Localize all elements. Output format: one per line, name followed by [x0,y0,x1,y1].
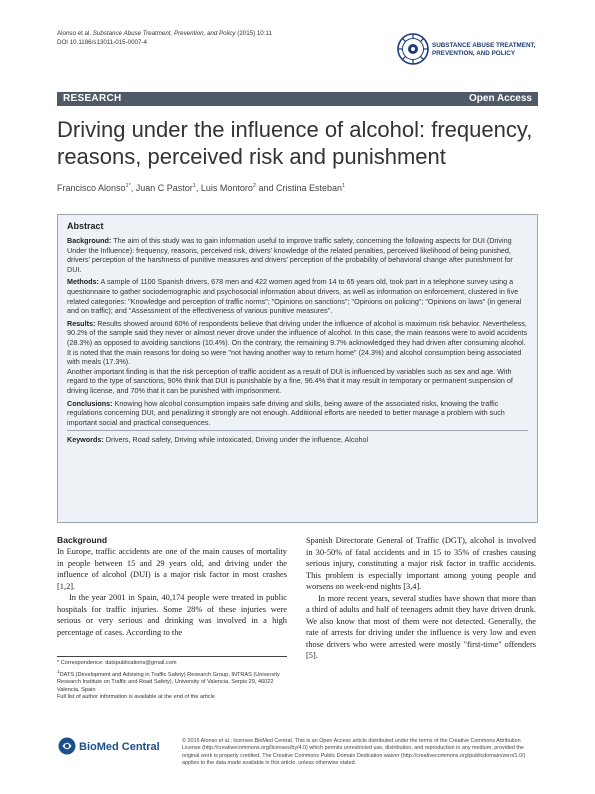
affiliation-text: DATS (Development and Advising in Traffic Safety) Research Group, INTRAS (University Research Institute on Traffic and Road Safety), University of Valencia, Serpis 29, 46022 Valencia, Spain [57,671,280,693]
biomed-central-logo [57,735,172,757]
citation-authors: Alonso et al. [57,30,92,37]
abstract-conclusions-text: Knowing how alcohol consumption impairs safe driving and skills, being aware of the associated risks, knowing the traffic regulations concerning DUI, and penalizing it strongly are not enough. Additional efforts are needed to better manage a problem with such important social and practical consequences. [67,398,505,427]
article-type-label: RESEARCH [63,93,122,104]
abstract-methods-label: Methods: [67,277,99,287]
abstract-background [67,236,528,274]
author-affiliation-mark[interactable]: 1 [342,183,346,189]
citation-year-volume: (2015) 10:11 [237,30,272,37]
author-name[interactable]: Luis Montoro [200,183,253,193]
citation-doi[interactable]: DOI 10.1186/s13011-015-0007-4 [57,38,147,46]
abstract-results-label: Results: [67,318,96,328]
journal-name-line2: PREVENTION, AND POLICY [432,50,516,58]
affiliation-note [57,668,287,695]
author-separator: , [130,183,136,193]
keywords-label: Keywords: [67,435,104,445]
abstract-results [67,319,528,367]
abstract-results-text: Results showed around 60% of respondents believe that driving under the influence of alcohol is maximum risk behavior. Nevertheless, 90.2% of the sample said they never or almost never drove under the influence of alcohol. In this case, the main reasons were to avoid accidents (28.3%) as opposed to avoiding sanctions (10.4%). On the contrary, the remaining 9.7% acknowledged they had driven after consuming alcohol. It is noted that the main reasons for doing so were "not having another way to return home" (24.3%) and alcohol consumption being associated with meals (17.3%). [67,318,528,367]
body-paragraph: In the year 2001 in Spain, 40,174 people were treated in public hospitals for traffic injuries. Some 28% of these injuries were serious or very serious and drinking was involved in a high percentage of cases. According to the [57,593,287,637]
abstract-conclusions [67,399,528,428]
abstract-background-text: The aim of this study was to gain information useful to improve traffic safety, concerning the following aspects for DUI (Driving Under the Influence): frequency, reasons, perceived risk, drivers' knowledge of the related penalties, perceived likelihood of being punished, drivers' perception of the harshness of punitive measures and drivers' perception of the probability of behavioral change after punishment for DUI. [67,236,513,274]
body-paragraph: In Europe, traffic accidents are one of the main causes of mortality in people between 15 and 29 years old, and driving under the influence of alcohol (DUI) is a major risk factor in most crashes [1,2]. [57,547,287,591]
abstract-methods-text: A sample of 1100 Spanish drivers, 678 men and 422 women aged from 14 to 65 years old, took part in a telephone survey using a questionnaire to gather sociodemographic and psychosocial information about drivers, as well as information on enforcement, clustered in five related categories: "Knowledge and perception of traffic norms"; "Opinions on sanctions"; "Opinions on policing"; "Opinions on laws" (in general and on traffic); and "Assessment of the effectiveness of various punitive measures". [67,277,522,316]
author-affiliation-mark[interactable]: 2 [252,183,256,189]
body-paragraph: Spanish Directorate General of Traffic (DGT), alcohol is involved in 30-50% of fatal accidents and in 15 to 35% of crashes causing serious injury, constituting a major risk factor in traffic accidents. This problem is especially important among young people and worsens on week-end nights [3,4]. [306,536,536,591]
publisher-name: BioMed Central [79,741,160,753]
keywords-text: Drivers, Road safety, Driving while intoxicated, Driving under the influence, Alcohol [103,435,369,445]
journal-name [432,42,552,58]
abstract-conclusions-label: Conclusions: [67,398,113,408]
citation-line [57,30,272,39]
author-name[interactable]: Francisco Alonso [57,183,126,193]
author-info-note: Full list of author information is available at the end of the article [57,694,215,701]
license-statement: © 2015 Alonso et al.; licensee BioMed Central. This is an Open Access article distributed under the terms of the Creative Commons Attribution License (http://creativecommons.org/licenses/by/4.0) which permits unrestricted use, distribution, and reproduction in any medium, provided the original work is properly credited. The Creative Commons Public Domain Dedication waiver (http://creativecommons.org/publicdomain/zero/1.0/) applies to the data made available in this article, unless otherwise stated. [182,738,526,766]
author-name[interactable]: Juan C Pastor [135,183,193,193]
body-column-right [306,535,536,662]
abstract-keywords [67,430,528,445]
citation-journal: Substance Abuse Treatment, Prevention, and Policy [92,30,236,37]
author-affiliation-mark[interactable]: 1* [125,183,131,189]
author-list [57,183,345,193]
author-separator: and [255,183,276,193]
correspondence-note[interactable]: * Correspondence: datspublications@gmail.com [57,660,177,666]
affiliation-mark: 1 [57,668,60,674]
journal-emblem-icon [397,33,429,65]
abstract-box [57,214,538,523]
author-name[interactable]: Cristina Esteban [276,183,343,193]
abstract-methods [67,277,528,315]
abstract-background-label: Background: [67,236,112,245]
citation-header [57,30,272,47]
body-column-left [57,535,287,638]
article-type-band [57,92,538,106]
abstract-results-continued: Another important finding is that the risk perception of traffic accident as a result of DUI is influenced by variables such as sex and age. With regard to the type of sanctions, 90% think that DUI is punishable by a fine, 96.4% that it may result in temporary or permanent suspension of driving license, and 70% that it can be punished with imprisonment. [67,366,513,395]
article-title: Driving under the influence of alcohol: frequency, reasons, perceived risk and punishment [57,117,533,169]
abstract-heading: Abstract [67,221,104,231]
open-access-label: Open Access [469,93,532,104]
section-heading: Background [57,535,108,545]
footnotes [57,656,287,702]
journal-name-line1: SUBSTANCE ABUSE TREATMENT, [432,42,536,49]
author-separator: , [195,183,201,193]
author-affiliation-mark[interactable]: 1 [192,183,196,189]
body-paragraph: In more recent years, several studies have shown that more than a third of adults and half of teenagers admit they have driven drunk. We also know that most of them were not detected. Generally, the rate of arrests for driving under the influence is very low and even those drivers who were arrested were mostly "first-time" offenders [5]. [306,593,536,660]
